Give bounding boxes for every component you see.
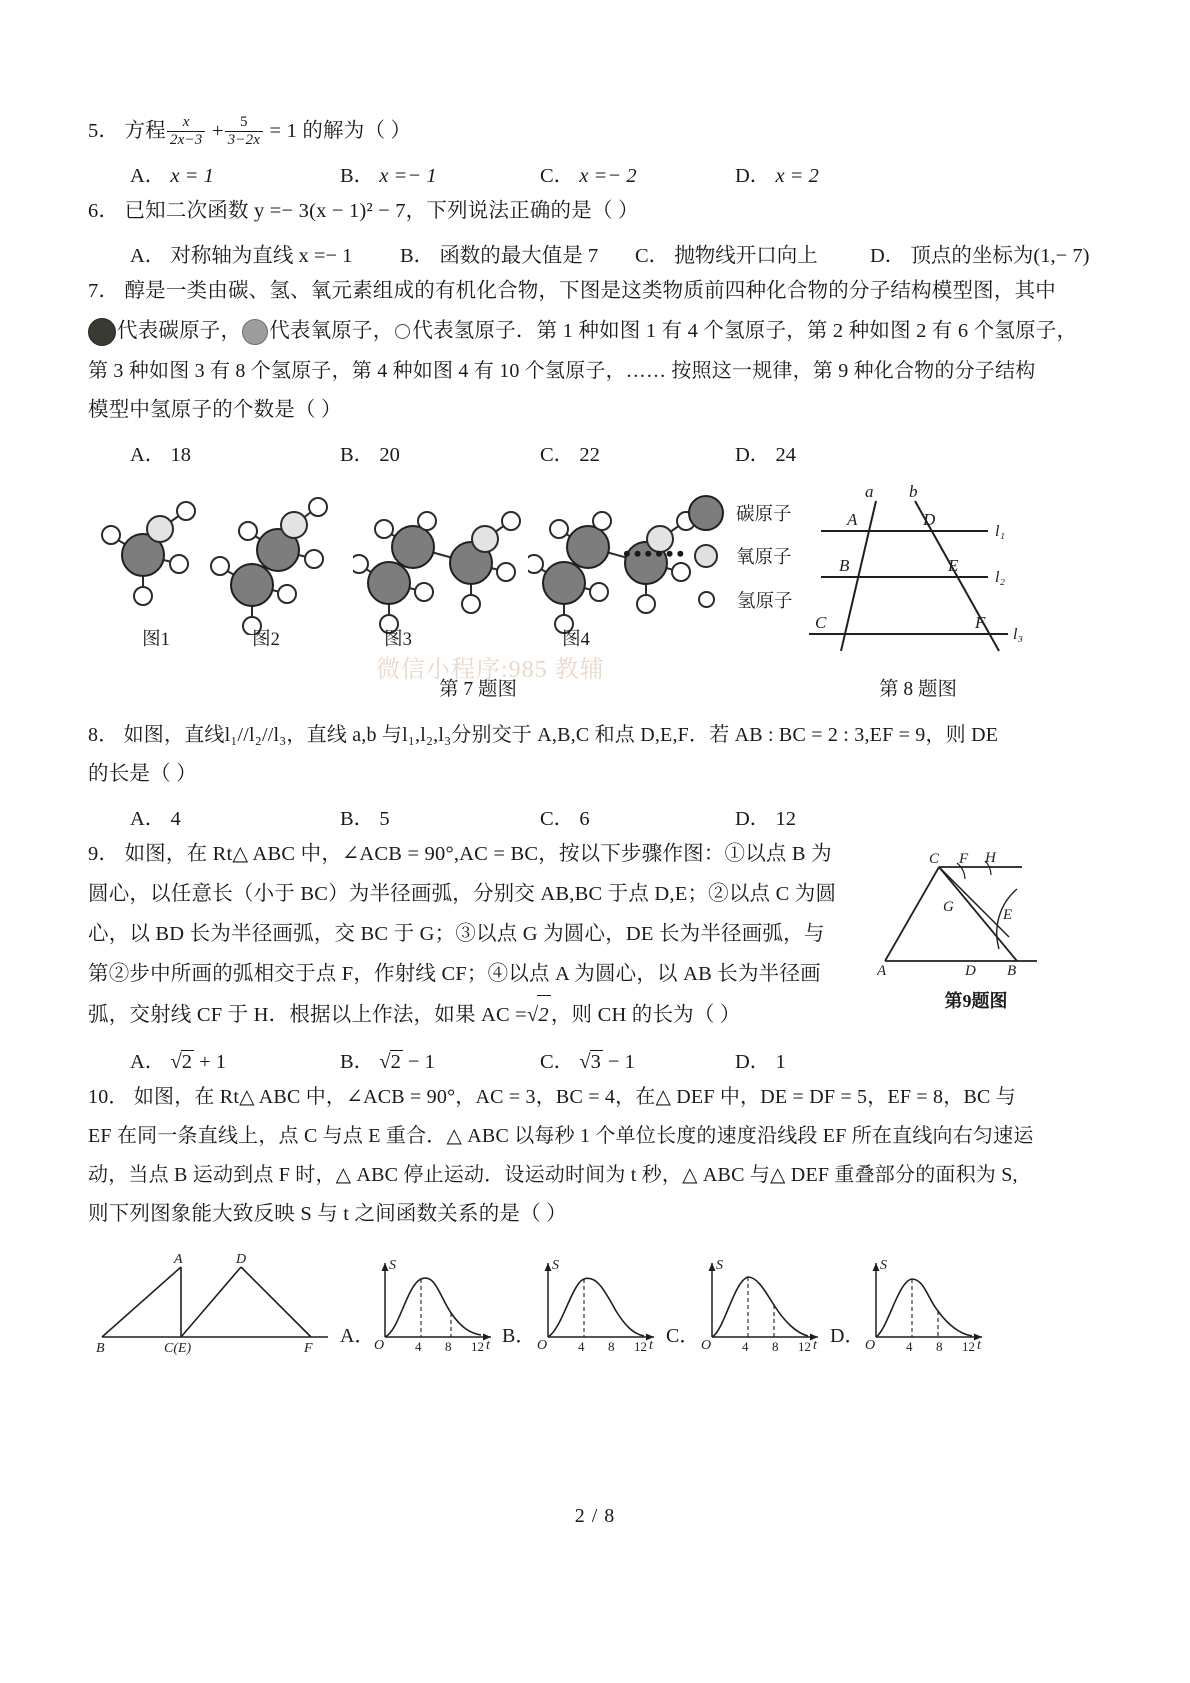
svg-text:4: 4 — [415, 1338, 422, 1354]
q9-option-a[interactable]: A． √2 + 1 — [130, 1050, 227, 1073]
q6-option-d[interactable] — [870, 238, 1089, 268]
svg-text:12: 12 — [634, 1338, 647, 1354]
q10-line-3 — [88, 1156, 1102, 1195]
svg-text:A: A — [847, 509, 858, 529]
svg-text:l₁: l₁ — [995, 522, 1006, 540]
q10-line-4 — [88, 1195, 1102, 1235]
svg-text:t: t — [649, 1337, 653, 1353]
question-9-figure-caption: 第9题图 — [944, 990, 1008, 1011]
q7-text-4: 模型中氢原子的个数是（ ） — [88, 398, 342, 421]
figure-label-3: 图3 — [384, 629, 412, 650]
figure-label-2: 图2 — [252, 629, 280, 650]
q9-option-b-text: − 1 — [407, 1050, 435, 1073]
q9-option-b-radicand: 2 — [390, 1050, 401, 1073]
page-footer: 2 / 8 — [574, 1505, 616, 1527]
q9-text-5-post: ，则 CH 的长为（ ） — [550, 1003, 741, 1026]
question-9 — [88, 835, 1102, 1074]
svg-text:B: B — [1007, 962, 1017, 979]
q9-option-c-radicand: 3 — [590, 1050, 601, 1073]
oxygen-atom-icon — [242, 319, 268, 345]
q9-text-5-pre: 弧，交射线 CF 于 H．根据以上作法，如果 AC = — [88, 1003, 527, 1026]
q8-line-2 — [88, 755, 1102, 795]
page-content — [88, 112, 1102, 1371]
q6-option-d-label: D． — [870, 244, 906, 267]
q10-number: 10． — [88, 1085, 129, 1108]
q5-frac1-numerator: x — [182, 114, 190, 130]
q8-option-c-label: C． — [540, 807, 575, 830]
q8-option-a-text: 4 — [170, 807, 181, 830]
svg-text:F: F — [959, 850, 969, 867]
q7-text-2b: 代表氧原子， — [269, 319, 394, 342]
svg-text:12: 12 — [962, 1338, 975, 1354]
q7-line-4 — [88, 391, 1102, 431]
q9-text-1: 如图，在 Rt△ ABC 中，∠ACB = 90°,AC = BC，按以下步骤作图：①以点 B 为 — [124, 842, 832, 865]
q5-frac1-denominator: 2x−3 — [167, 131, 206, 149]
legend-item-oxygen — [688, 543, 792, 569]
hydrogen-atom-icon — [395, 324, 410, 339]
svg-text:E: E — [1003, 906, 1013, 923]
molecule-figure-3 — [353, 495, 538, 635]
svg-text:O: O — [865, 1337, 876, 1353]
svg-text:8: 8 — [445, 1338, 452, 1354]
svg-text:O: O — [701, 1337, 712, 1353]
q7-number: 7． — [88, 279, 120, 302]
question-5-options — [88, 158, 1102, 188]
svg-text:t: t — [486, 1337, 490, 1353]
svg-text:t: t — [813, 1337, 817, 1353]
q6-option-b-text: 函数的最大值是 7 — [439, 244, 599, 267]
q8-option-b-label: B． — [340, 807, 375, 830]
q5-option-a-text: x = 1 — [170, 164, 214, 187]
q9-option-d[interactable] — [735, 1044, 786, 1074]
question-5 — [88, 112, 1102, 188]
molecule-figure-2 — [208, 495, 343, 635]
molecule-figure-1 — [98, 495, 218, 615]
svg-text:E: E — [948, 555, 959, 575]
q10-option-c-graph[interactable] — [700, 1255, 825, 1355]
q6-option-b-label: B． — [400, 244, 435, 267]
carbon-legend-icon — [688, 495, 724, 531]
q9-option-c-label: C． — [540, 1050, 575, 1073]
q5-option-c-label: C． — [540, 164, 575, 187]
q7-option-d-text: 24 — [775, 443, 796, 466]
q8-option-d-text: 12 — [775, 807, 796, 830]
svg-text:C(E): C(E) — [164, 1340, 192, 1356]
svg-text:B: B — [839, 555, 850, 575]
question-6-stem — [88, 192, 1102, 232]
q10-option-b-label[interactable]: B． — [502, 1324, 536, 1347]
page-watermark: 微信小程序:985 教辅 — [376, 656, 605, 683]
q10-text-2: EF 在同一条直线上，点 C 与点 E 重合．△ ABC 以每秒 1 个单位长度的速度沿线段 EF 所在直线向右匀速运 — [88, 1124, 1034, 1147]
q9-option-c-text: − 1 — [607, 1050, 635, 1073]
q9-line-3 — [88, 915, 825, 955]
q7-text-2a: 代表碳原子， — [117, 319, 242, 342]
q5-option-c[interactable] — [540, 158, 735, 188]
svg-text:l₂: l₂ — [995, 568, 1006, 586]
svg-text:8: 8 — [608, 1338, 615, 1354]
q8-option-b[interactable] — [340, 801, 540, 831]
q10-option-d-label[interactable]: D． — [830, 1324, 865, 1347]
svg-text:D: D — [236, 1251, 247, 1267]
svg-text:t: t — [977, 1337, 981, 1353]
svg-text:B: B — [96, 1340, 105, 1356]
q10-triangles-diagram — [96, 1249, 336, 1359]
svg-text:S: S — [552, 1257, 559, 1273]
q6-option-a[interactable] — [130, 238, 400, 268]
q5-option-b-label: B． — [340, 164, 375, 187]
svg-text:C: C — [815, 612, 827, 632]
q5-option-a[interactable] — [130, 158, 340, 188]
question-7-figure-caption: 第 7 题图 — [438, 678, 517, 700]
svg-text:12: 12 — [471, 1338, 484, 1354]
q6-option-c[interactable] — [635, 238, 870, 268]
svg-text:O: O — [537, 1337, 548, 1353]
q7-line-1 — [88, 272, 1102, 312]
q7-option-a-text: 18 — [170, 443, 191, 466]
q9-option-a-text: + 1 — [199, 1050, 227, 1073]
q10-text-4: 则下列图象能大致反映 S 与 t 之间函数关系的是（ ） — [88, 1202, 567, 1225]
q8-option-b-text: 5 — [379, 807, 390, 830]
q7-text-1: 醇是一类由碳、氢、氧元素组成的有机化合物，下图是这类物质前四种化合物的分子结构模型图，其中 — [124, 279, 1056, 302]
question-10 — [88, 1078, 1102, 1369]
q5-fraction-1 — [167, 114, 206, 149]
svg-text:S: S — [716, 1257, 723, 1273]
figure-label-1: 图1 — [142, 629, 170, 650]
q7-option-c[interactable] — [540, 437, 735, 467]
figures-row-7-8 — [88, 473, 1102, 700]
svg-text:S: S — [389, 1257, 396, 1273]
q6-number: 6． — [88, 199, 120, 222]
hydrogen-legend-icon — [698, 591, 715, 608]
q8-option-c-text: 6 — [579, 807, 590, 830]
q5-stem-pre: 方程 — [124, 120, 166, 142]
oxygen-legend-icon — [694, 544, 718, 568]
q7-option-b-text: 20 — [379, 443, 400, 466]
q5-option-a-label: A． — [130, 164, 166, 187]
q5-fraction-2 — [225, 114, 264, 149]
q5-frac2-denominator: 3−2x — [225, 131, 264, 149]
question-5-stem — [88, 112, 1102, 152]
q6-option-c-label: C． — [635, 244, 670, 267]
svg-text:8: 8 — [936, 1338, 943, 1354]
question-7-options — [88, 437, 1102, 467]
q7-option-c-label: C． — [540, 443, 575, 466]
q10-option-a-graph[interactable] — [373, 1255, 498, 1355]
figure-label-4: 图4 — [562, 629, 590, 650]
question-9-options — [88, 1044, 1102, 1074]
q6-stem-text: 已知二次函数 y =− 3(x − 1)² − 7，下列说法正确的是（ ） — [124, 199, 639, 222]
q7-line-3 — [88, 352, 1102, 391]
question-6 — [88, 192, 1102, 268]
q9-sqrt-symbol: √ — [526, 1003, 539, 1026]
q5-frac2-numerator: 5 — [240, 114, 248, 130]
q8-option-a-label: A． — [130, 807, 166, 830]
q7-option-a-label: A． — [130, 443, 166, 466]
q8-text-2: 的长是（ ） — [88, 762, 197, 785]
q5-stem-post: = 1 的解为（ ） — [269, 120, 412, 142]
question-8-options — [88, 801, 1102, 831]
q9-line-1 — [88, 835, 832, 875]
q9-text-column — [88, 835, 837, 1036]
q5-number: 5． — [88, 120, 120, 142]
q7-option-a[interactable] — [130, 437, 340, 467]
q9-option-d-text: 1 — [775, 1050, 786, 1073]
q8-line-1 — [88, 716, 1102, 755]
q9-number: 9． — [88, 842, 120, 865]
q8-option-d-label: D． — [735, 807, 771, 830]
q10-option-a-label[interactable]: A． — [340, 1324, 375, 1347]
q9-text-2: 圆心，以任意长（小于 BC）为半径画弧，分别交 AB,BC 于点 D,E；②以点 C 为圆 — [88, 882, 837, 905]
q9-text-3: 心，以 BD 长为半径画弧，交 BC 于 G；③以点 G 为圆心，DE 长为半径画弧，与 — [88, 922, 825, 945]
svg-text:4: 4 — [906, 1338, 913, 1354]
q6-option-b[interactable] — [400, 238, 635, 268]
q6-option-c-text: 抛物线开口向上 — [674, 244, 818, 267]
legend-item-hydrogen — [688, 587, 793, 613]
svg-text:D: D — [965, 962, 976, 979]
q9-text-4: 第②步中所画的弧相交于点 F，作射线 CF；④以点 A 为圆心，以 AB 长为半径画 — [88, 962, 821, 985]
q10-option-b-graph[interactable] — [536, 1255, 661, 1355]
svg-text:4: 4 — [742, 1338, 749, 1354]
svg-text:F: F — [975, 612, 986, 632]
legend-label-hydrogen: 氢原子 — [737, 591, 793, 612]
svg-text:S: S — [880, 1257, 887, 1273]
q10-text-3: 动，当点 B 运动到点 F 时，△ ABC 停止运动．设运动时间为 t 秒，△ ABC 与△ DEF 重叠部分的面积为 S, — [88, 1163, 1018, 1186]
carbon-atom-icon — [88, 318, 116, 346]
q9-sqrt-radicand: 2 — [537, 995, 550, 1036]
q10-option-d-graph[interactable] — [864, 1255, 989, 1355]
q6-option-a-text: 对称轴为直线 x =− 1 — [170, 244, 353, 267]
q9-option-a-radicand: 2 — [181, 1050, 192, 1073]
q10-text-1: 如图，在 Rt△ ABC 中，∠ACB = 90°，AC = 3，BC = 4，在△ DEF 中，DE = DF = 5，EF = 8，BC 与 — [133, 1085, 1016, 1108]
question-6-options — [88, 238, 1102, 268]
legend-item-carbon — [688, 495, 792, 531]
svg-text:H: H — [985, 849, 996, 866]
q7-option-b[interactable] — [340, 437, 540, 467]
q8-text-1: 如图，直线l₁//l₂//l₃，直线 a,b 与l₁,l₂,l₃分别交于 A,B,C 和点 D,E,F．若 AB : BC = 2 : 3,EF = 9，则 DE — [123, 723, 999, 746]
q8-option-d[interactable] — [735, 801, 796, 831]
svg-text:O: O — [374, 1337, 385, 1353]
q7-text-2c: 代表氢原子．第 1 种如图 1 有 4 个氢原子，第 2 种如图 2 有 6 个氢原子， — [412, 319, 1078, 342]
q7-option-b-label: B． — [340, 443, 375, 466]
svg-text:D: D — [923, 509, 936, 529]
question-7 — [88, 272, 1102, 467]
svg-text:12: 12 — [798, 1338, 811, 1354]
q5-option-b[interactable] — [340, 158, 540, 188]
q6-option-d-text: 顶点的坐标为(1,− 7) — [910, 244, 1090, 267]
q8-option-c[interactable] — [540, 801, 735, 831]
q9-option-b-label: B． — [340, 1050, 375, 1073]
svg-text:b: b — [909, 481, 918, 501]
q7-option-d-label: D． — [735, 443, 771, 466]
q7-option-d[interactable] — [735, 437, 796, 467]
q9-option-d-label: D． — [735, 1050, 771, 1073]
q8-number: 8． — [88, 723, 119, 746]
svg-text:C: C — [929, 850, 940, 867]
q10-line-2 — [88, 1117, 1102, 1156]
q10-line-1 — [88, 1078, 1102, 1117]
q5-option-c-text: x =− 2 — [579, 164, 637, 187]
q5-plus-sign: + — [211, 120, 224, 142]
q5-option-d-label: D． — [735, 164, 771, 187]
series-ellipsis: •••••• — [623, 540, 688, 566]
q9-line-4 — [88, 955, 821, 995]
q10-option-c-label[interactable]: C． — [666, 1324, 700, 1347]
q9-option-c[interactable]: C． √3 − 1 — [540, 1050, 635, 1073]
legend-label-carbon: 碳原子 — [736, 504, 792, 525]
svg-text:8: 8 — [772, 1338, 779, 1354]
question-8 — [88, 716, 1102, 831]
svg-text:G: G — [943, 898, 954, 915]
q5-option-b-text: x =− 1 — [379, 164, 437, 187]
q9-line-2 — [88, 875, 837, 915]
q7-line-2 — [88, 312, 1102, 352]
q7-option-c-text: 22 — [579, 443, 600, 466]
q5-option-d-text: x = 2 — [775, 164, 819, 187]
svg-text:A: A — [174, 1251, 183, 1267]
question-10-graphs — [88, 1249, 1102, 1369]
legend-label-oxygen: 氧原子 — [736, 547, 792, 568]
q6-option-a-label: A． — [130, 244, 166, 267]
q7-text-3: 第 3 种如图 3 有 8 个氢原子，第 4 种如图 4 有 10 个氢原子，…… 按照这一规律，第 9 种化合物的分子结构 — [88, 359, 1036, 382]
q9-option-b[interactable]: B． √2 − 1 — [340, 1050, 435, 1073]
question-8-figure-caption: 第 8 题图 — [878, 678, 957, 700]
q9-option-a-label: A． — [130, 1050, 166, 1073]
svg-text:F: F — [304, 1340, 313, 1356]
q9-line-5 — [88, 995, 818, 1036]
question-8-figure — [803, 479, 1033, 654]
svg-text:4: 4 — [578, 1338, 585, 1354]
svg-text:a: a — [865, 481, 874, 501]
q8-option-a[interactable] — [130, 801, 340, 831]
svg-text:l₃: l₃ — [1013, 625, 1024, 643]
svg-text:A: A — [877, 962, 887, 979]
question-9-figure — [877, 849, 1062, 979]
q5-option-d[interactable] — [735, 158, 819, 188]
